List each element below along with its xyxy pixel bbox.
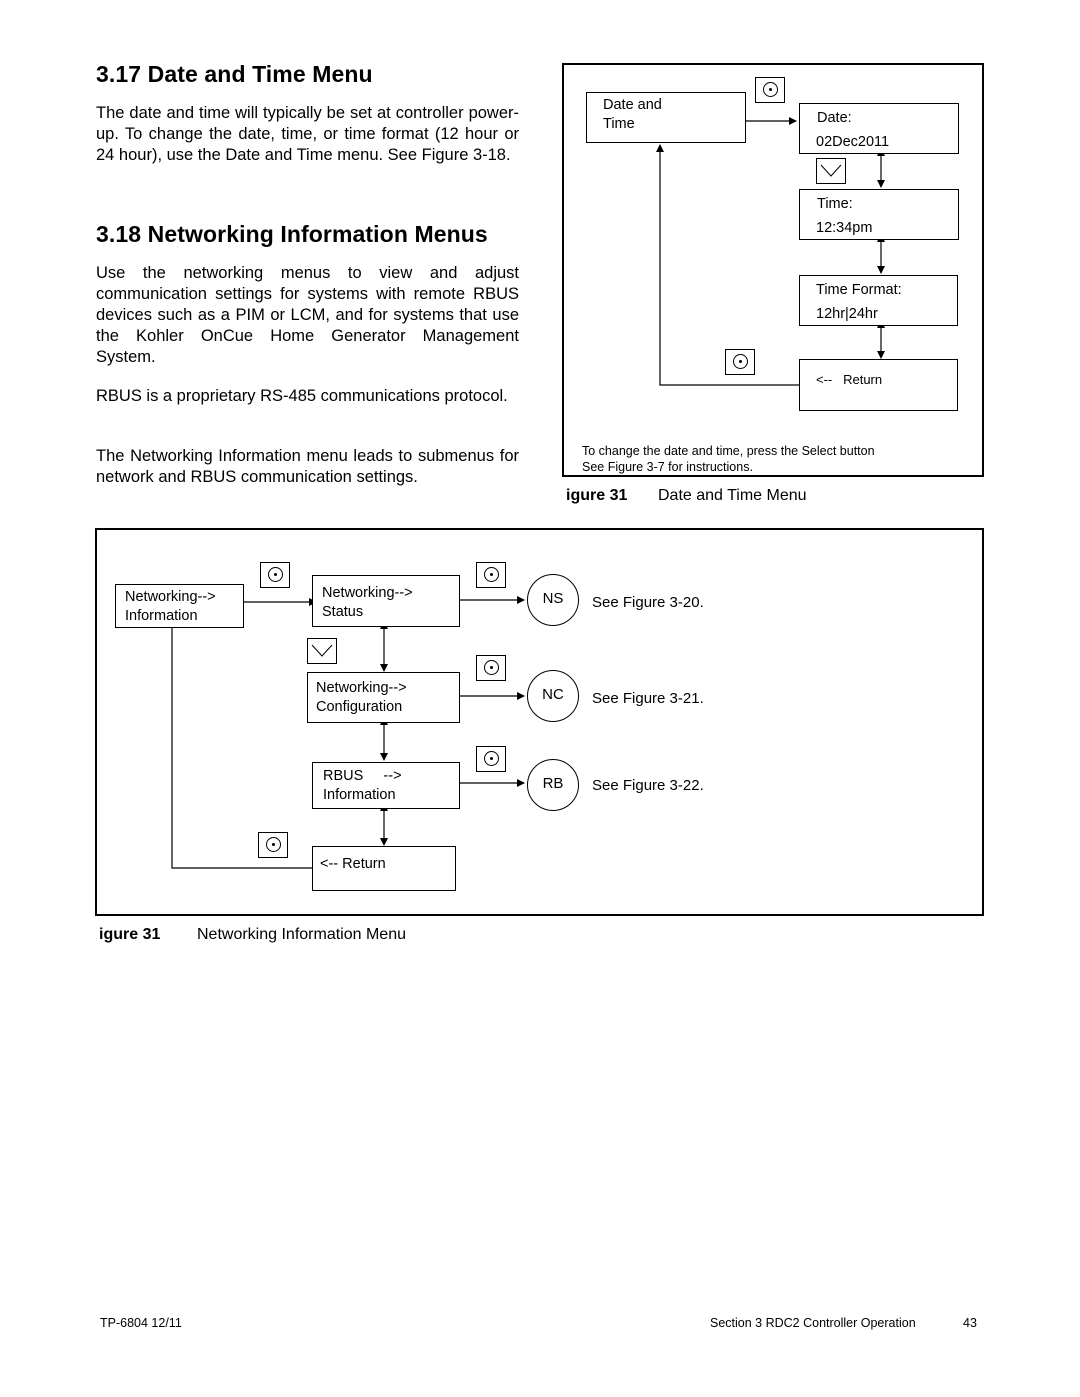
ns-figure-reference: See Figure 3-20.	[592, 594, 704, 611]
footer-doc-id: TP-6804 12/11	[100, 1316, 182, 1330]
time-format-label: Time Format:	[816, 282, 902, 298]
nc-figure-reference: See Figure 3-21.	[592, 690, 704, 707]
section-318-body-3: The Networking Information menu leads to submenus for network and RBUS communication settings.	[96, 447, 519, 486]
date-time-note-line1: To change the date and time, press the Select button	[582, 444, 875, 458]
date-time-figure-caption	[566, 487, 807, 505]
date-time-caption-title: Date and Time Menu	[658, 487, 807, 504]
networking-status-line1: Networking-->	[322, 585, 413, 601]
networking-caption-title: Networking Information Menu	[197, 926, 406, 943]
networking-status-line2: Status	[322, 604, 364, 620]
select-button-icon	[725, 349, 755, 375]
networking-configuration-box	[307, 672, 460, 723]
section-318-body-1: Use the networking menus to view and adjust communication settings for systems with remote RBUS devices such as a PIM or LCM, and for systems that use the Kohler OnCue Home Generator Management System.	[96, 264, 519, 366]
nc-label: NC	[542, 686, 564, 703]
rb-figure-reference: See Figure 3-22.	[592, 777, 704, 794]
date-time-menu-box	[586, 92, 746, 143]
networking-information-box	[115, 584, 244, 628]
select-button-icon	[476, 655, 506, 681]
select-button-icon	[476, 746, 506, 772]
date-time-return-box	[799, 359, 958, 411]
networking-return-label: <-- Return	[320, 856, 386, 872]
select-button-icon	[476, 562, 506, 588]
rbus-information-line2: Information	[323, 787, 396, 803]
networking-information-line1: Networking-->	[125, 589, 216, 605]
nc-submenu-node	[527, 670, 579, 722]
select-button-icon	[755, 77, 785, 103]
time-value: 12:34pm	[816, 220, 873, 236]
rbus-information-box	[312, 762, 460, 809]
section-317-title: 3.17 Date and Time Menu	[96, 61, 373, 87]
section-318-body-2: RBUS is a proprietary RS-485 communications protocol.	[96, 387, 508, 405]
down-arrow-button-icon	[816, 158, 846, 184]
networking-return-box	[312, 846, 456, 891]
ns-label: NS	[542, 590, 564, 607]
date-time-caption-number: igure 31	[566, 487, 628, 504]
date-time-menu-line2: Time	[603, 116, 635, 132]
networking-configuration-line1: Networking-->	[316, 680, 407, 696]
footer-page-number: 43	[963, 1316, 977, 1330]
date-time-return-label: <-- Return	[816, 372, 883, 387]
section-317-body: The date and time will typically be set at controller power-up. To change the date, time, or time format (12 hour or 24 hour), use the Date and Time menu. See Figure 3-18.	[96, 104, 519, 164]
time-format-value: 12hr|24hr	[816, 306, 878, 322]
select-button-icon	[260, 562, 290, 588]
time-label: Time:	[817, 196, 853, 212]
networking-caption-number: igure 31	[99, 926, 161, 943]
networking-figure-caption	[99, 926, 406, 944]
section-318-title: 3.18 Networking Information Menus	[96, 221, 488, 247]
date-time-menu-line1: Date and	[603, 97, 662, 113]
footer-section: Section 3 RDC2 Controller Operation	[710, 1316, 916, 1330]
networking-status-box	[312, 575, 460, 627]
networking-information-line2: Information	[125, 608, 198, 624]
ns-submenu-node	[527, 574, 579, 626]
select-button-icon	[258, 832, 288, 858]
rb-label: RB	[542, 775, 564, 792]
down-arrow-button-icon	[307, 638, 337, 664]
networking-configuration-line2: Configuration	[316, 699, 403, 715]
date-label: Date:	[817, 110, 852, 126]
date-time-note-line2: See Figure 3-7 for instructions.	[582, 460, 753, 474]
date-value: 02Dec2011	[816, 134, 890, 150]
rb-submenu-node	[527, 759, 579, 811]
rbus-information-line1: RBUS -->	[323, 768, 402, 784]
